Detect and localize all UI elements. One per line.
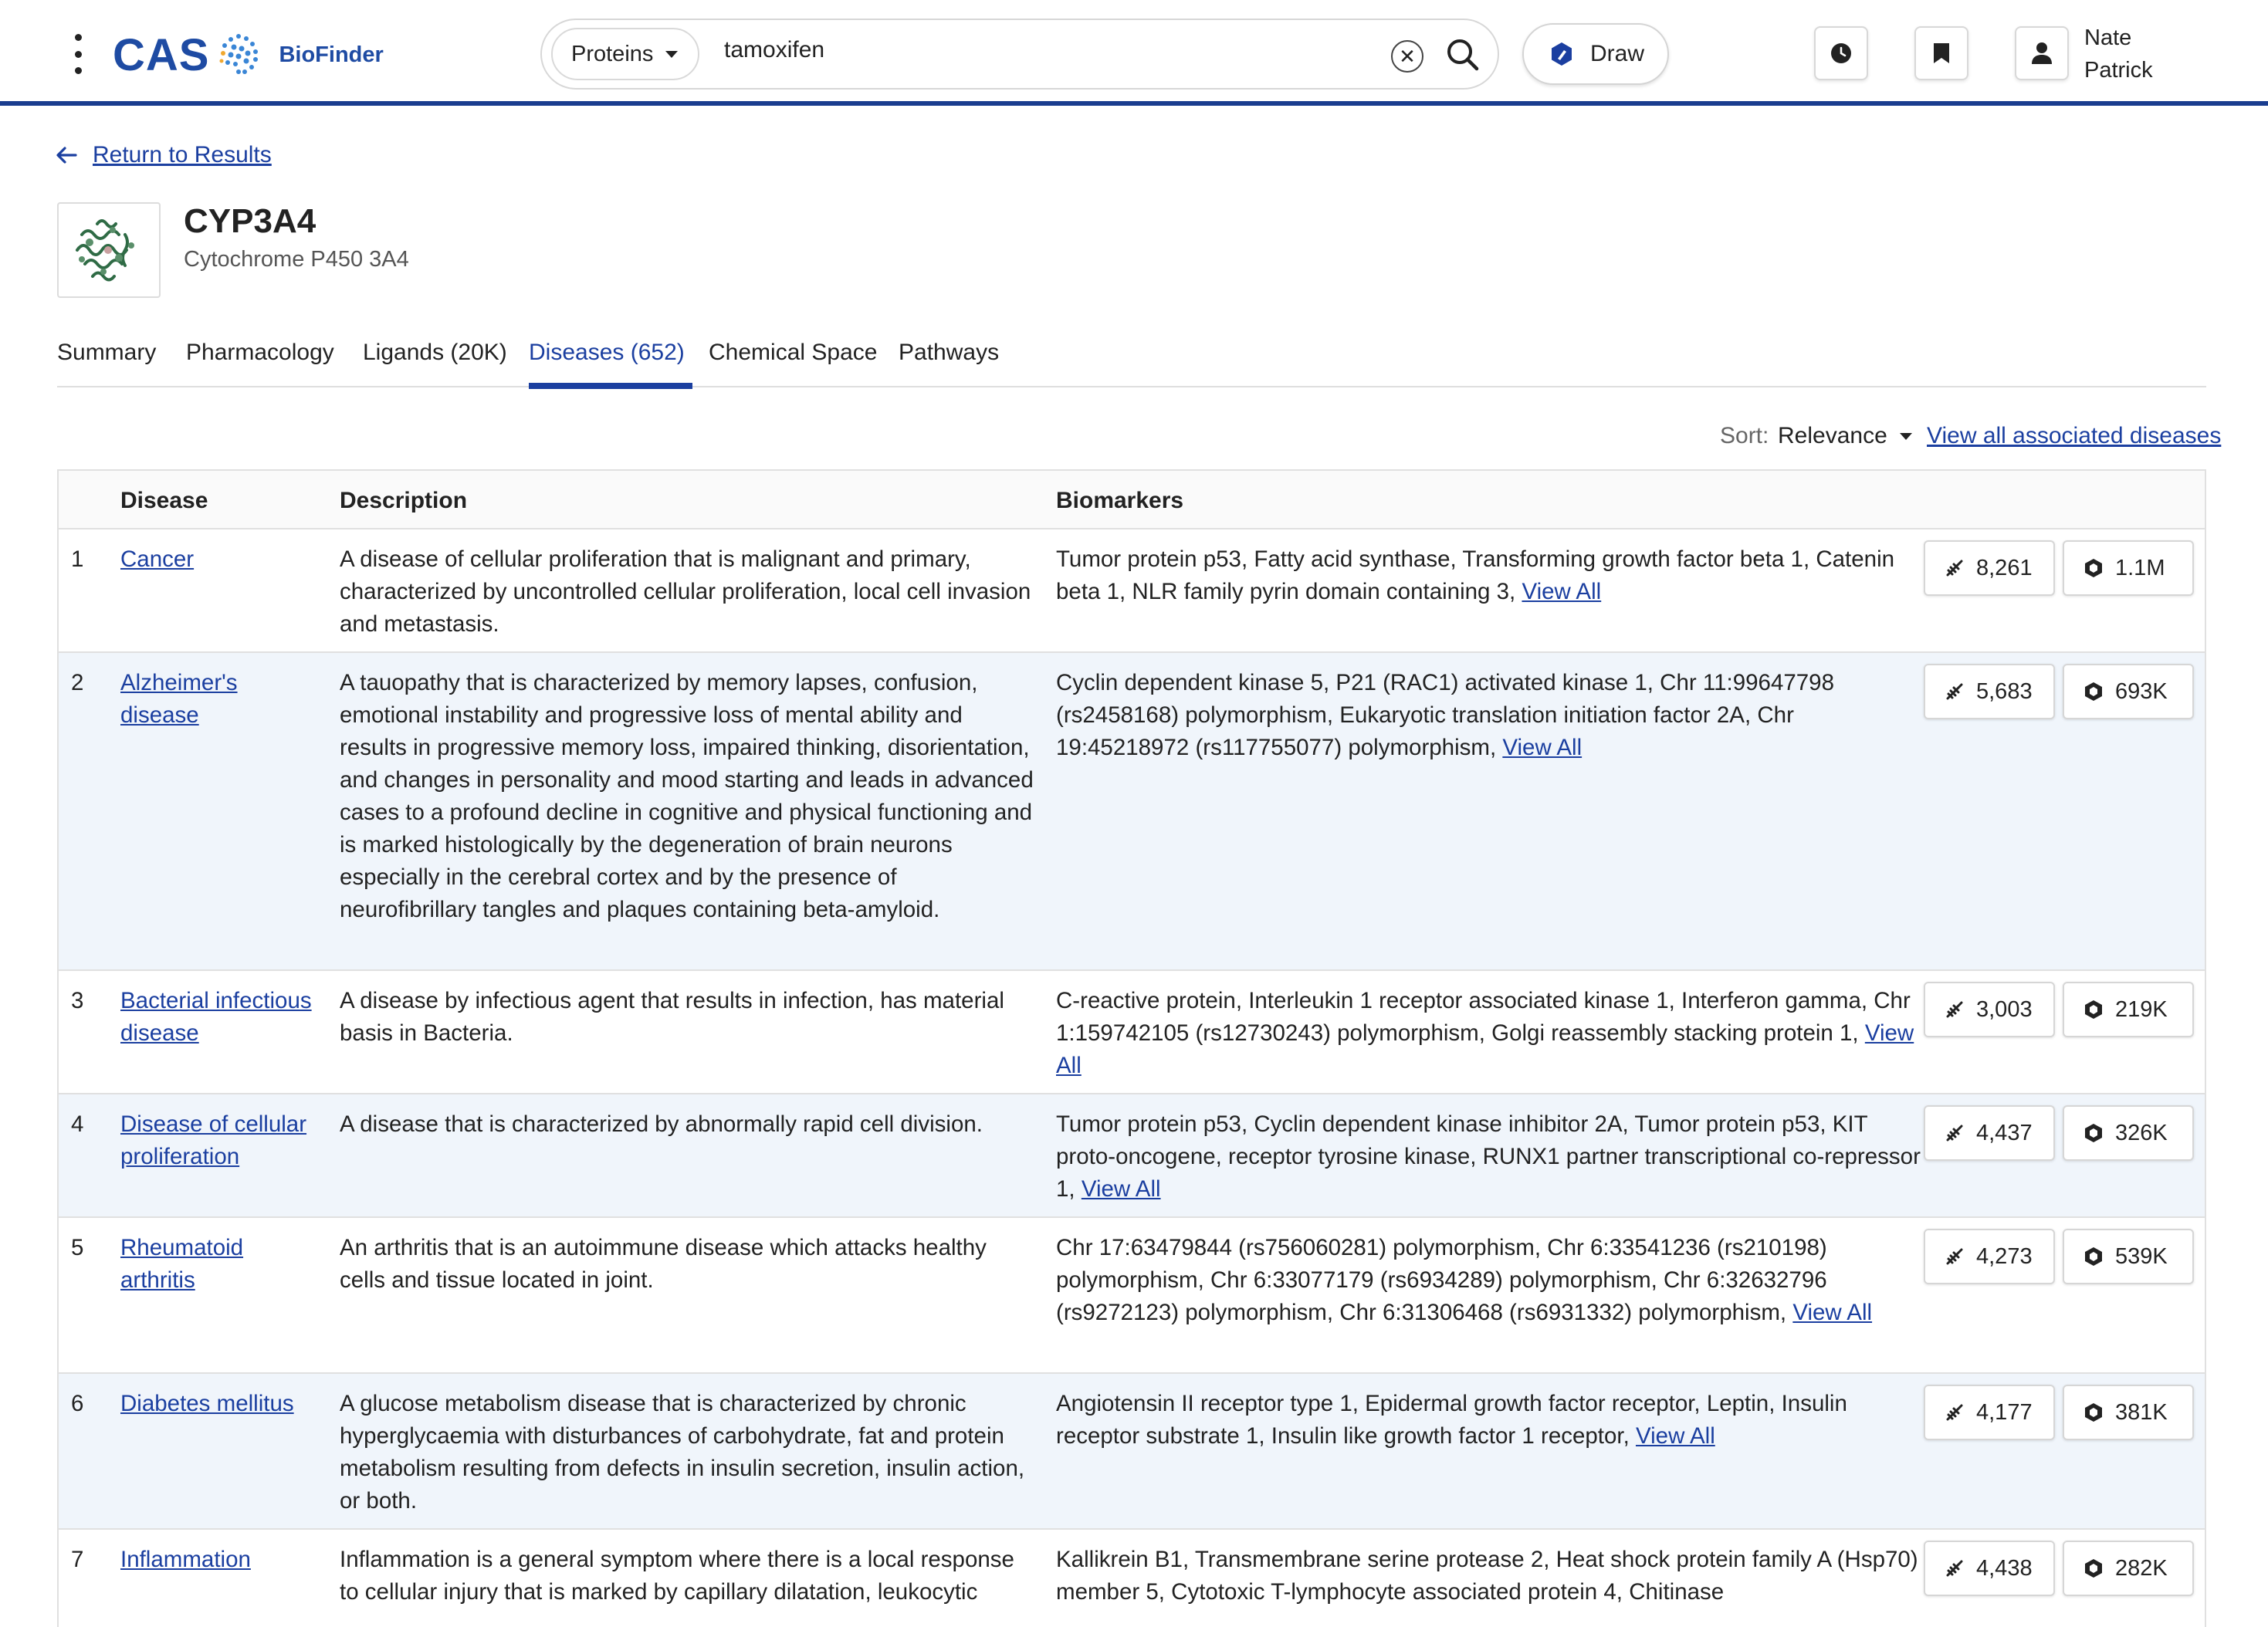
biomarkers-cell xyxy=(1056,1108,1921,1206)
targets-count-button[interactable] xyxy=(1924,982,2055,1037)
biomarkers-text: Angiotensin II receptor type 1, Epidermal growth factor receptor, Leptin, Insulin receptor substrate 1, Insulin like growth factor 1 receptor, xyxy=(1056,1391,1847,1449)
protein-name: CYP3A4 xyxy=(184,202,317,240)
draw-hexagon-icon xyxy=(1549,41,1575,67)
targets-count: 5,683 xyxy=(1976,678,2033,704)
biomarkers-cell xyxy=(1056,1388,1921,1453)
substance-hexagon-icon xyxy=(2083,1246,2104,1267)
biomarkers-text: Tumor protein p53, Cyclin dependent kinase inhibitor 2A, Tumor protein p53, KIT proto-oncogene, receptor tyrosine kinase, RUNX1 partner transcriptional co-repressor 1, xyxy=(1056,1111,1921,1202)
tab-chemical-space[interactable]: Chemical Space xyxy=(709,340,878,365)
row-number: 4 xyxy=(71,1111,84,1137)
substance-hexagon-icon xyxy=(2083,1122,2104,1144)
substances-count-button[interactable] xyxy=(2063,1105,2194,1161)
search-scope-label: Proteins xyxy=(571,41,654,66)
target-icon xyxy=(1944,999,1965,1020)
biomarkers-text: C-reactive protein, Interleukin 1 receptor associated kinase 1, Interferon gamma, Chr 1:159742105 (rs12730243) polymorphism, Golgi reassembly stacking protein 1, xyxy=(1056,988,1911,1046)
view-all-biomarkers-link[interactable]: View All xyxy=(1502,735,1583,760)
targets-count: 8,261 xyxy=(1976,555,2033,580)
sort-dropdown[interactable] xyxy=(1778,423,1912,449)
disease-link[interactable]: Inflammation xyxy=(120,1547,251,1572)
substances-count: 326K xyxy=(2115,1120,2168,1145)
disease-link[interactable]: Diabetes mellitus xyxy=(120,1391,294,1416)
bookmark-icon xyxy=(1931,42,1951,65)
search-scope-dropdown[interactable] xyxy=(551,28,699,80)
logo-product-name: BioFinder xyxy=(279,42,384,67)
substances-count-button[interactable] xyxy=(2063,1541,2194,1596)
substances-count-button[interactable] xyxy=(2063,540,2194,596)
diseases-table xyxy=(57,469,2206,1627)
table-header xyxy=(59,471,2205,529)
table-row xyxy=(59,1218,2205,1374)
table-row xyxy=(59,1094,2205,1218)
column-header-description: Description xyxy=(340,488,468,513)
targets-count: 4,437 xyxy=(1976,1120,2033,1145)
protein-full-name: Cytochrome P450 3A4 xyxy=(184,247,409,272)
view-all-biomarkers-link[interactable]: View All xyxy=(1635,1423,1715,1449)
substances-count: 539K xyxy=(2115,1243,2168,1269)
targets-count-button[interactable] xyxy=(1924,664,2055,719)
substances-count-button[interactable] xyxy=(2063,664,2194,719)
substance-hexagon-icon xyxy=(2083,681,2104,702)
target-icon xyxy=(1944,557,1965,579)
user-name[interactable] xyxy=(2084,22,2153,86)
search-input[interactable]: tamoxifen xyxy=(724,37,825,63)
disease-description: A disease of cellular proliferation that is malignant and primary, characterized by uncontrolled cellular proliferation, local cell invasion and metastasis. xyxy=(340,546,1031,637)
return-label: Return to Results xyxy=(93,142,272,167)
sort-value: Relevance xyxy=(1778,423,1887,448)
biomarkers-text: Cyclin dependent kinase 5, P21 (RAC1) activated kinase 1, Chr 11:99647798 (rs2458168) polymorphism, Eukaryotic translation initiation factor 2A, Chr 19:45218972 (rs117755077) polymorphism, xyxy=(1056,670,1834,760)
target-icon xyxy=(1944,1246,1965,1267)
substances-count: 282K xyxy=(2115,1555,2168,1581)
biomarkers-cell xyxy=(1056,1232,1921,1329)
view-all-biomarkers-link[interactable]: View All xyxy=(1522,579,1602,604)
substance-hexagon-icon xyxy=(2083,1402,2104,1423)
tab-diseases[interactable]: Diseases (652) xyxy=(529,340,685,387)
target-icon xyxy=(1944,1558,1965,1579)
row-number: 2 xyxy=(71,670,84,695)
targets-count-button[interactable] xyxy=(1924,1385,2055,1440)
biomarkers-cell xyxy=(1056,1544,1921,1608)
targets-count-button[interactable] xyxy=(1924,1105,2055,1161)
disease-link[interactable]: Alzheimer's disease xyxy=(120,670,238,728)
targets-count: 3,003 xyxy=(1976,996,2033,1022)
substances-count: 693K xyxy=(2115,678,2168,704)
disease-description: An arthritis that is an autoimmune disease which attacks healthy cells and tissue located in joint. xyxy=(340,1235,987,1293)
row-number: 7 xyxy=(71,1547,84,1572)
user-menu-button[interactable] xyxy=(2015,26,2069,80)
clock-icon xyxy=(1830,42,1853,65)
disease-description: Inflammation is a general symptom where there is a local response to cellular injury that is marked by capillary dilatation, leukocytic xyxy=(340,1547,1014,1605)
disease-link[interactable]: Rheumatoid arthritis xyxy=(120,1235,244,1293)
view-all-biomarkers-link[interactable]: View All xyxy=(1056,1020,1914,1078)
targets-count-button[interactable] xyxy=(1924,540,2055,596)
user-last-name: Patrick xyxy=(2084,58,2153,83)
view-all-biomarkers-link[interactable]: View All xyxy=(1081,1176,1161,1202)
disease-link[interactable]: Disease of cellular proliferation xyxy=(120,1111,307,1169)
tab-summary[interactable]: Summary xyxy=(57,340,157,365)
target-icon xyxy=(1944,1402,1965,1423)
substances-count-button[interactable] xyxy=(2063,1385,2194,1440)
targets-count-button[interactable] xyxy=(1924,1541,2055,1596)
substance-hexagon-icon xyxy=(2083,1558,2104,1579)
disease-description: A disease that is characterized by abnormally rapid cell division. xyxy=(340,1111,983,1137)
protein-structure-thumbnail[interactable] xyxy=(57,202,161,298)
row-number: 1 xyxy=(71,546,84,572)
table-row xyxy=(59,1374,2205,1530)
biomarkers-cell xyxy=(1056,667,1921,764)
column-header-disease: Disease xyxy=(120,488,208,513)
targets-count: 4,438 xyxy=(1976,1555,2033,1581)
biomarkers-text: Chr 17:63479844 (rs756060281) polymorphism, Chr 6:33541236 (rs210198) polymorphism, Chr 6:33077179 (rs6934289) polymorphism, Chr 6:32632796 (rs9272123) polymorphism, Chr 6:31306468 (rs6931332) polymorphism, xyxy=(1056,1235,1827,1325)
biomarkers-cell xyxy=(1056,543,1921,608)
disease-link[interactable]: Bacterial infectious disease xyxy=(120,988,312,1046)
top-bar xyxy=(0,0,2268,106)
search-icon[interactable] xyxy=(1444,36,1482,74)
return-to-results-link[interactable] xyxy=(56,142,272,168)
substances-count: 381K xyxy=(2115,1399,2168,1425)
substances-count-button[interactable] xyxy=(2063,1229,2194,1284)
substances-count: 1.1M xyxy=(2115,555,2165,580)
tab-pathways[interactable]: Pathways xyxy=(899,340,1000,365)
view-all-associated-diseases-link[interactable]: View all associated diseases xyxy=(1927,423,2222,448)
row-number: 6 xyxy=(71,1391,84,1416)
protein-structure-image xyxy=(59,204,159,296)
target-icon xyxy=(1944,1122,1965,1144)
draw-label: Draw xyxy=(1590,41,1645,66)
row-number: 5 xyxy=(71,1235,84,1260)
row-number: 3 xyxy=(71,988,84,1013)
clear-search-icon[interactable]: ✕ xyxy=(1391,40,1423,73)
cas-biofinder-logo[interactable] xyxy=(113,29,384,80)
logo-mark-icon xyxy=(215,32,262,78)
chevron-down-icon xyxy=(1900,433,1912,440)
targets-count: 4,177 xyxy=(1976,1399,2033,1425)
bookmarks-button[interactable] xyxy=(1914,26,1968,80)
logo-cas-text: CAS xyxy=(113,29,210,80)
view-all-biomarkers-link[interactable]: View All xyxy=(1792,1300,1873,1325)
disease-description: A glucose metabolism disease that is characterized by chronic hyperglycaemia with disturbances of carbohydrate, fat and protein metabolism resulting from defects in insulin secretion, insulin action, or both. xyxy=(340,1391,1025,1514)
history-button[interactable] xyxy=(1814,26,1868,80)
arrow-left-icon xyxy=(56,146,77,164)
tab-pharmacology[interactable]: Pharmacology xyxy=(186,340,334,365)
substances-count: 219K xyxy=(2115,996,2168,1022)
biomarkers-text: Kallikrein B1, Transmembrane serine protease 2, Heat shock protein family A (Hsp70) member 5, Cytotoxic T-lymphocyte associated protein 4, Chitinase xyxy=(1056,1547,1918,1605)
user-icon xyxy=(2030,41,2053,66)
kebab-menu-icon[interactable] xyxy=(66,34,90,74)
disease-link[interactable]: Cancer xyxy=(120,546,195,572)
column-header-biomarkers: Biomarkers xyxy=(1056,488,1184,513)
substance-hexagon-icon xyxy=(2083,999,2104,1020)
chevron-down-icon xyxy=(665,51,678,58)
substances-count-button[interactable] xyxy=(2063,982,2194,1037)
targets-count-button[interactable] xyxy=(1924,1229,2055,1284)
table-row xyxy=(59,653,2205,971)
biomarkers-cell xyxy=(1056,985,1921,1082)
table-row xyxy=(59,971,2205,1094)
search-bar xyxy=(540,19,1499,90)
table-row xyxy=(59,529,2205,653)
sort-label: Sort: xyxy=(1720,423,1769,448)
disease-description: A tauopathy that is characterized by memory lapses, confusion, emotional instability and progressive loss of mental ability and results in progressive memory loss, impaired thinking, disorientation, and changes in personality and mood starting and leads in advanced cases to a profound decline in cognitive and physical functioning and is marked histologically by the degeneration of brain neurons especially in the cerebral cortex and by the presence of neurofibrillary tangles and plaques containing beta-amyloid. xyxy=(340,670,1034,922)
tab-bar xyxy=(57,340,2206,387)
tab-ligands[interactable]: Ligands (20K) xyxy=(363,340,507,365)
draw-button[interactable] xyxy=(1522,23,1669,85)
biomarkers-text: Tumor protein p53, Fatty acid synthase, Transforming growth factor beta 1, Catenin beta 1, NLR family pyrin domain containing 3, xyxy=(1056,546,1895,604)
target-icon xyxy=(1944,681,1965,702)
user-first-name: Nate xyxy=(2084,25,2132,50)
table-row xyxy=(59,1530,2205,1627)
targets-count: 4,273 xyxy=(1976,1243,2033,1269)
disease-description: A disease by infectious agent that results in infection, has material basis in Bacteria. xyxy=(340,988,1004,1046)
substance-hexagon-icon xyxy=(2083,557,2104,579)
